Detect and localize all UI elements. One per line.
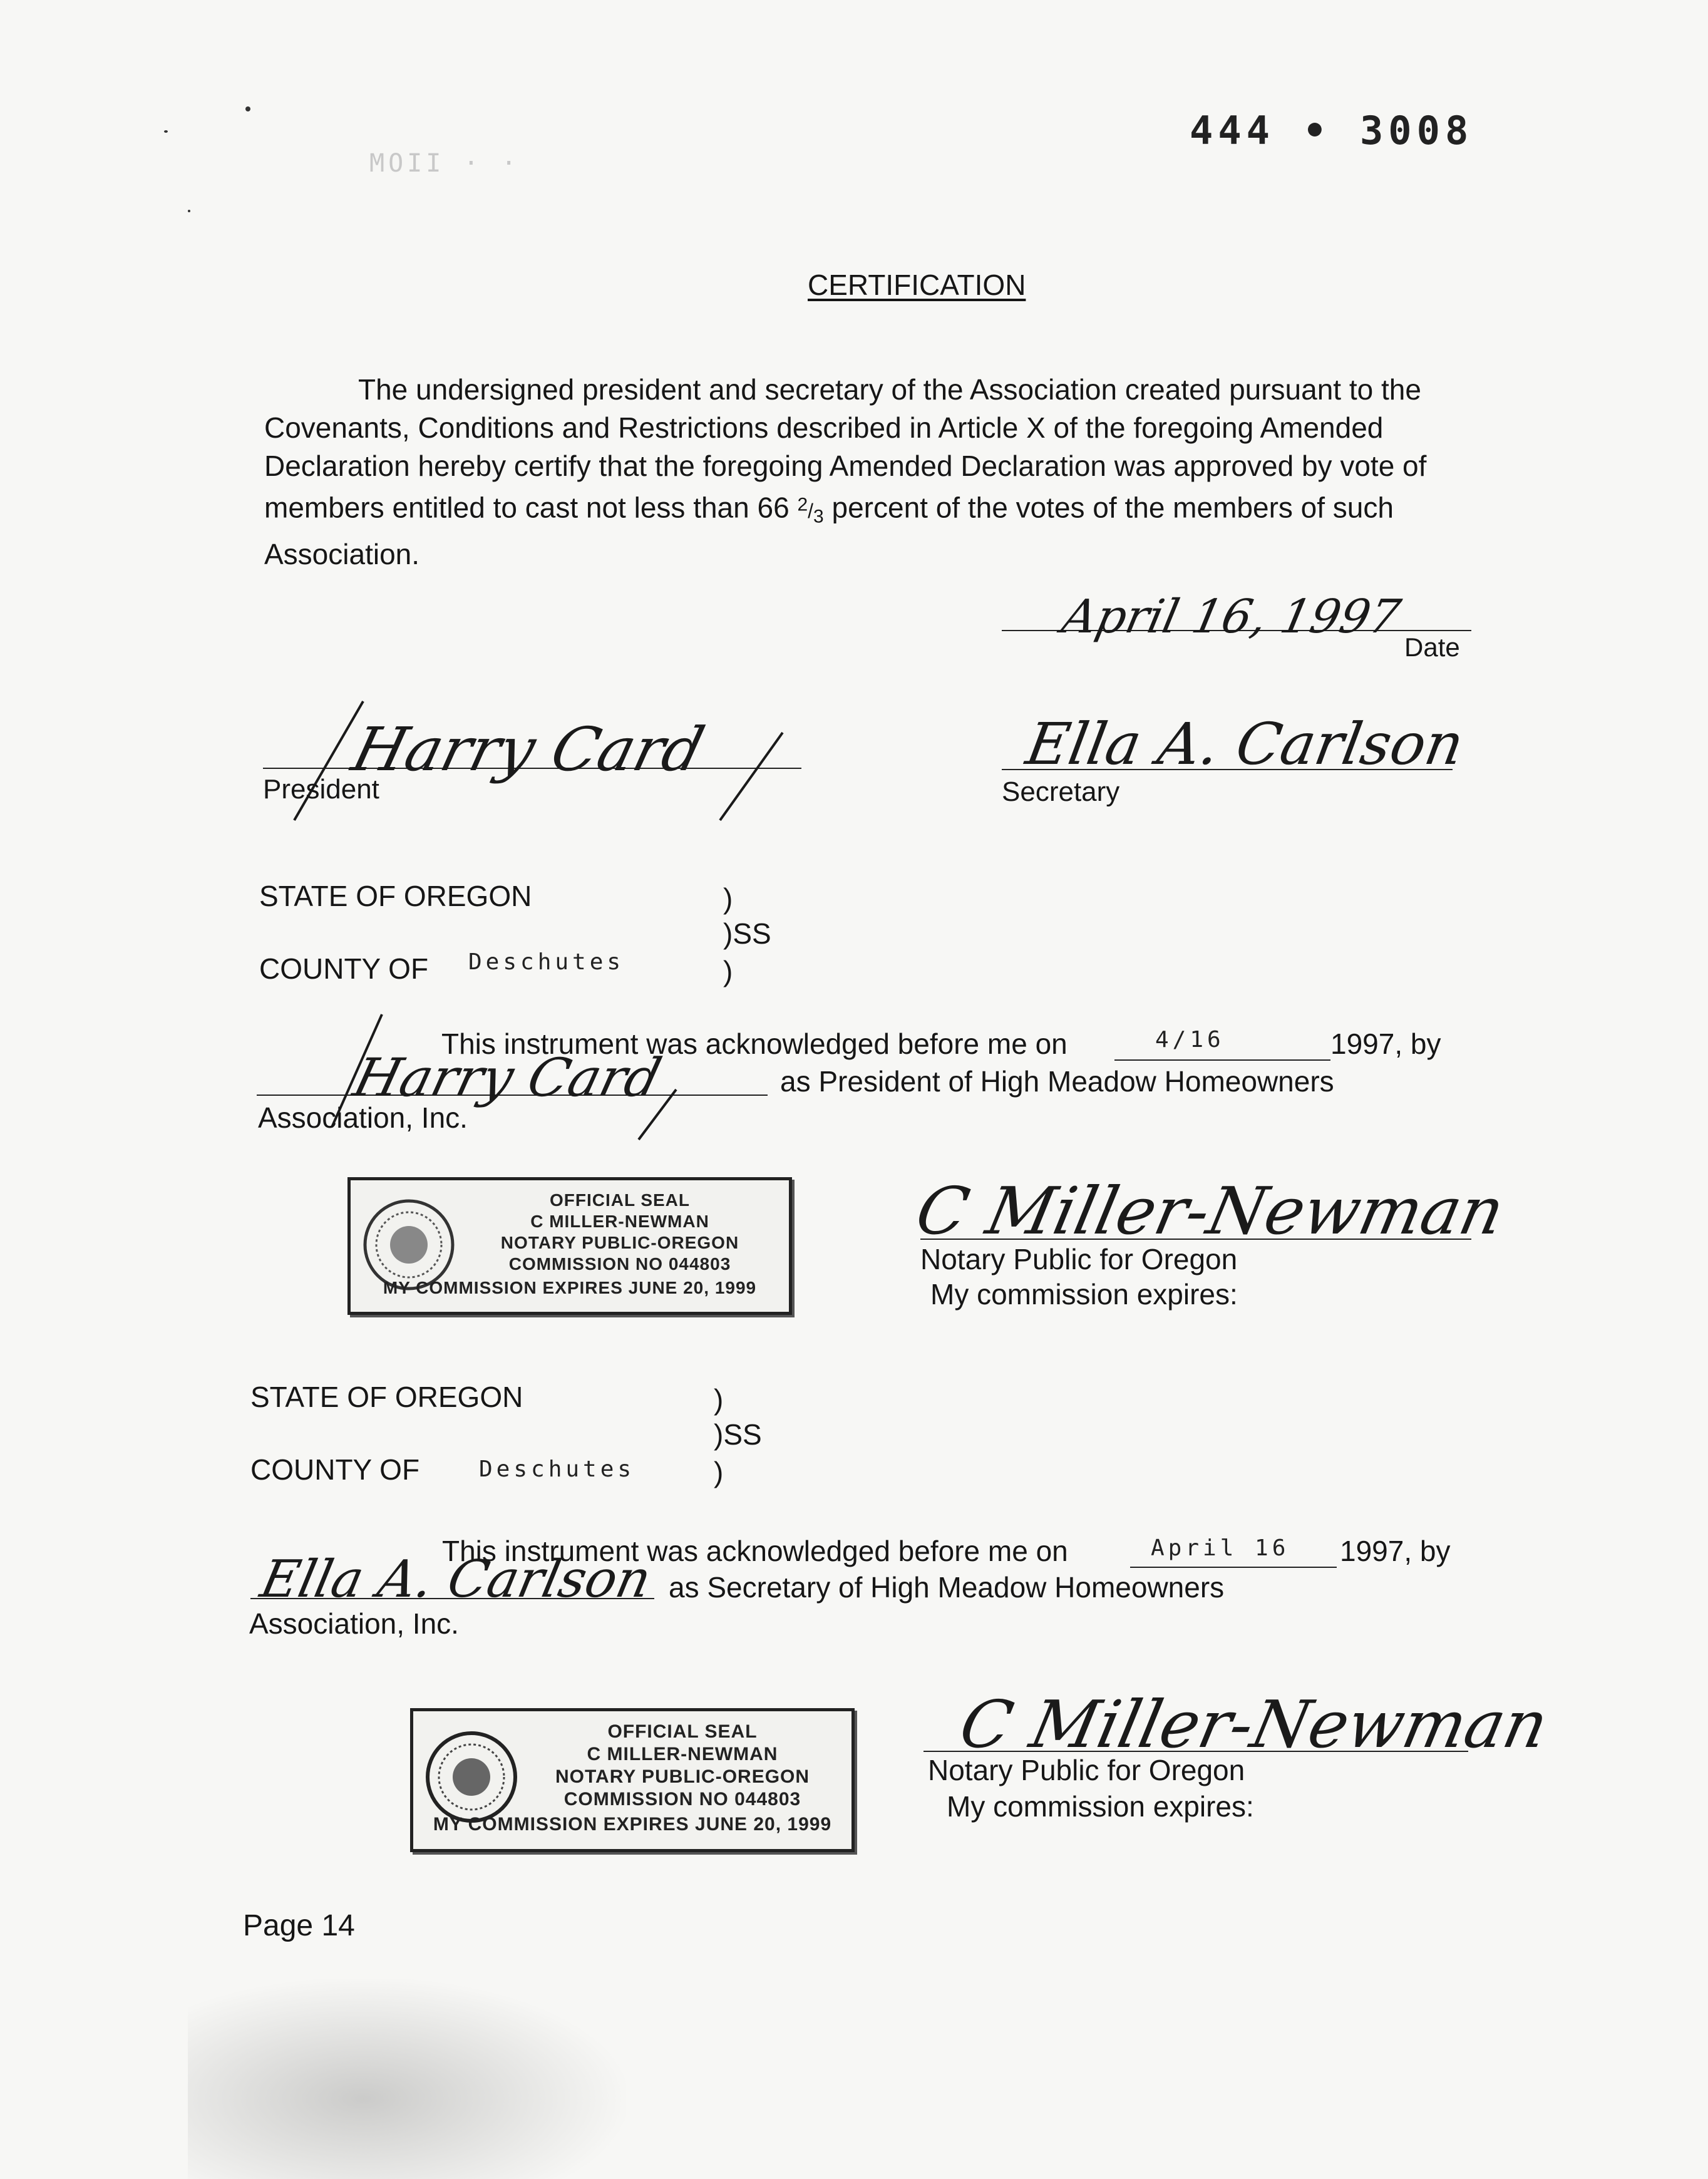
ack1-county-label: COUNTY OF xyxy=(259,952,429,985)
seal-1-line1: OFFICIAL SEAL xyxy=(549,1190,691,1210)
notary1-signature-text: C Miller-Newman xyxy=(909,1173,1511,1249)
seal-2-line4: COMMISSION NO 044803 xyxy=(563,1789,801,1810)
ack2-paren-bottom: ) xyxy=(714,1456,724,1488)
ack2-date: April 16 xyxy=(1151,1535,1290,1561)
seal-2-line2: C MILLER-NEWMAN xyxy=(587,1744,778,1764)
ack2-signer-signature-text: Ella A. Carlson xyxy=(255,1548,657,1609)
ack1-date: 4/16 xyxy=(1155,1027,1225,1053)
certification-paragraph xyxy=(264,371,1479,574)
notary2-commission: My commission expires: xyxy=(947,1790,1254,1823)
ack1-paren-top: ) xyxy=(723,882,733,915)
notary1-label: Notary Public for Oregon xyxy=(920,1243,1238,1275)
date-label: Date xyxy=(1404,632,1460,662)
secretary-label: Secretary xyxy=(1002,776,1120,807)
ack1-text: This instrument was acknowledged before me on xyxy=(441,1028,1068,1060)
ack1-date-line xyxy=(1114,1059,1330,1061)
ack2-year-by: 1997, by xyxy=(1340,1535,1451,1567)
speck xyxy=(164,130,168,133)
secretary-signature-text: Ella A. Carlson xyxy=(1021,710,1469,778)
seal-1-line2: C MILLER-NEWMAN xyxy=(530,1212,709,1231)
date-handwritten-text: April 16, 1997 xyxy=(1057,589,1406,644)
ack2-paren-top: ) xyxy=(714,1383,724,1416)
seal-1-line3: NOTARY PUBLIC-OREGON xyxy=(500,1233,739,1252)
ack1-county-value: Deschutes xyxy=(468,949,625,975)
ack1-role: as President of High Meadow Homeowners xyxy=(780,1065,1334,1098)
ack2-role: as Secretary of High Meadow Homeowners xyxy=(669,1571,1225,1604)
president-signature-text: Harry Card xyxy=(345,714,711,785)
ack2-ss: )SS xyxy=(714,1418,762,1451)
seal-2-line5: MY COMMISSION EXPIRES JUNE 20, 1999 xyxy=(433,1814,832,1835)
notary-seal-2 xyxy=(410,1708,855,1852)
ack1-year-by: 1997, by xyxy=(1330,1028,1441,1060)
ack2-county-value: Deschutes xyxy=(479,1456,635,1482)
page-title: CERTIFICATION xyxy=(808,269,1026,301)
page-number: Page 14 xyxy=(243,1909,355,1942)
ack1-ss: )SS xyxy=(723,917,771,950)
seal-2-line1: OFFICIAL SEAL xyxy=(607,1721,758,1742)
fraction-numerator: 2 xyxy=(797,494,808,515)
ack1-association: Association, Inc. xyxy=(258,1101,468,1134)
fraction-denominator: 3 xyxy=(813,506,824,527)
ack2-state: STATE OF OREGON xyxy=(250,1381,523,1413)
paragraph-text: The undersigned president and secretary of the Association created pursuant to the Covenants, Conditions and Restrictions described in Article X of the foregoing Amended Declaration hereby certify that the foregoing Amended Declaration was approved by vote of members entitled to cast not less than 66 xyxy=(264,373,1427,524)
seal-1-line4: COMMISSION NO 044803 xyxy=(508,1254,731,1274)
notary2-signature-text: C Miller-Newman xyxy=(953,1686,1555,1763)
ack2-county-label: COUNTY OF xyxy=(250,1453,420,1486)
document-number: 444 • 3008 xyxy=(1190,108,1474,153)
speck xyxy=(245,106,250,111)
notary2-label: Notary Public for Oregon xyxy=(928,1754,1245,1786)
ack1-signer-signature-text: Harry Card xyxy=(347,1048,667,1109)
fraction: $^2/_3$ xyxy=(797,494,824,527)
notary-seal-1 xyxy=(347,1177,792,1315)
paragraph-text-end: percent of the votes of the members of such Association. xyxy=(264,491,1394,571)
ack2-date-line xyxy=(1130,1567,1337,1568)
speck xyxy=(188,210,190,212)
seal-1-line5: MY COMMISSION EXPIRES JUNE 20, 1999 xyxy=(383,1278,757,1297)
president-label: President xyxy=(263,774,379,805)
ack1-paren-bottom: ) xyxy=(723,955,733,987)
seal-emblem-icon xyxy=(424,1730,518,1824)
ack2-association: Association, Inc. xyxy=(249,1607,459,1640)
scan-smudge xyxy=(188,1979,626,2179)
notary1-commission: My commission expires: xyxy=(930,1278,1238,1311)
ack2-text: This instrument was acknowledged before me on xyxy=(442,1535,1068,1567)
faint-stamp-mark: MOII · · xyxy=(369,149,520,178)
seal-2-line3: NOTARY PUBLIC-OREGON xyxy=(555,1766,810,1787)
ack1-state: STATE OF OREGON xyxy=(259,880,532,912)
